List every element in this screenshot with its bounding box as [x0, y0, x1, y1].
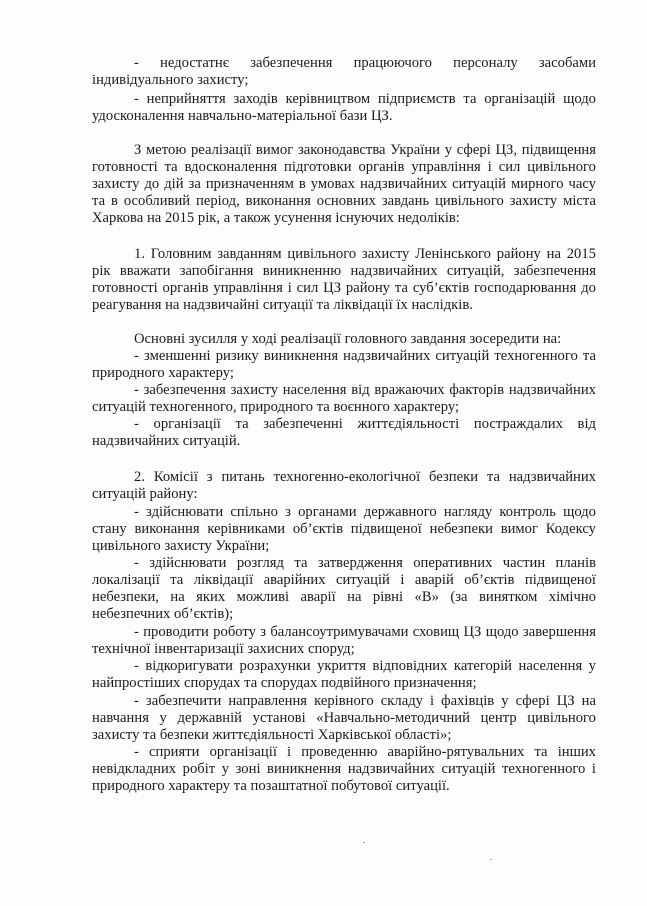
- paragraph-main-efforts: Основні зусилля у ході реалізації головного завдання зосередити на:: [134, 331, 562, 347]
- list-item-state-supervision: - здійснювати спільно з органами державного нагляду контроль щодо стану виконання керівниками об’єктів підвищеної небезпеки вимог Кодексу цивільного захисту України;: [92, 504, 596, 554]
- list-item-victims-support: - організації та забезпеченні життєдіяльності постраждалих від надзвичайних ситуацій.: [92, 416, 596, 449]
- scan-speck: [363, 842, 365, 843]
- list-item-localization-plans: - здійснювати розгляд та затвердження оперативних частин планів локалізації та ліквідації аварійних ситуацій і аварій об’єктів підвищеної небезпеки, на яких можливі аварії на рівні «В» (за винятком хімічно небезпечних об’єктів);: [92, 555, 596, 622]
- paragraph-main-task: 1. Головним завданням цивільного захисту Ленінського району на 2015 рік вважати запобігання виникненню надзвичайних ситуацій, забезпечення готовності органів управління і сил ЦЗ району та суб’єктів господарювання до реагування на надзвичайні ситуації та ліквідації їх наслідків.: [92, 246, 596, 313]
- list-item-shelter-calculations: - відкоригувати розрахунки укриття відповідних категорій населення у найпростіших спорудах та спорудах подвійного призначення;: [92, 658, 596, 691]
- scan-speck: [490, 859, 492, 860]
- paragraph-commission: 2. Комісії з питань техногенно-екологічної безпеки та надзвичайних ситуацій району:: [92, 469, 596, 502]
- paragraph-ppe-shortage: - недостатнє забезпечення працюючого персоналу засобами індивідуального захисту;: [92, 55, 596, 88]
- list-item-risk-reduction: - зменшенні ризику виникнення надзвичайних ситуацій техногенного та природного характеру;: [92, 348, 596, 381]
- list-item-population-protection: - забезпечення захисту населення від вражаючих факторів надзвичайних ситуацій техногенного, природного та воєнного характеру;: [92, 382, 596, 415]
- paragraph-purpose: З метою реалізації вимог законодавства України у сфері ЦЗ, підвищення готовності та вдосконалення підготовки органів управління і сил цивільного захисту до дій за призначенням в умовах надзвичайних ситуацій мирного часу та в особливий період, виконання основних завдань цивільного захисту міста Харкова на 2015 рік, а також усунення існуючих недоліків:: [92, 142, 596, 226]
- paragraph-training-base: - неприйняття заходів керівництвом підприємств та організацій щодо удосконалення навчально-матеріальної бази ЦЗ.: [92, 91, 596, 124]
- list-item-staff-training: - забезпечити направлення керівного складу і фахівців у сфері ЦЗ на навчання у державній установі «Навчально-методичний центр цивільного захисту та безпеки життєдіяльності Харківської області»;: [92, 693, 596, 743]
- list-item-shelters-inventory: - проводити роботу з балансоутримувачами сховищ ЦЗ щодо завершення технічної інвентаризації захисних споруд;: [92, 624, 596, 657]
- list-item-rescue-works: - сприяти організації і проведенню аварійно-рятувальних та інших невідкладних робіт у зоні виникнення надзвичайних ситуацій техногенного і природного характеру та позаштатної побутової ситуації.: [92, 744, 596, 794]
